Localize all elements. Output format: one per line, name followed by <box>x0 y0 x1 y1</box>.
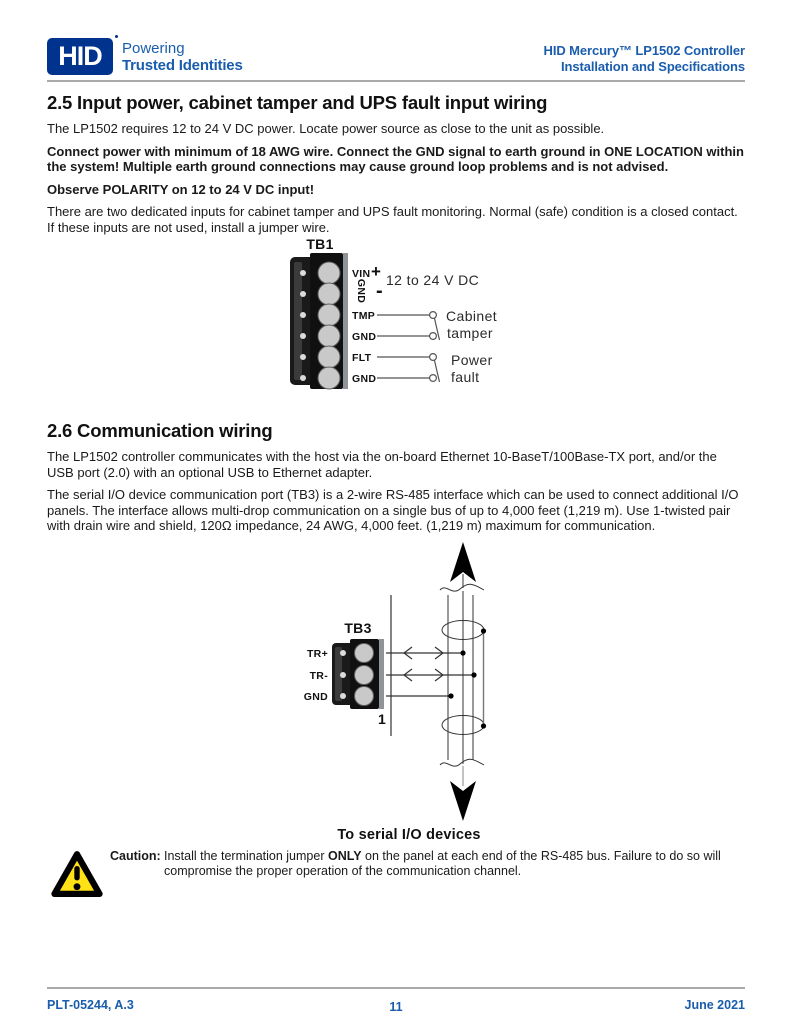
tb3-pin-one-label: 1 <box>378 710 387 727</box>
plus-sign: + <box>371 262 381 281</box>
tb1-pin-vin: VIN <box>352 268 371 280</box>
document-title-line1: HID Mercury™ LP1502 Controller <box>543 43 745 58</box>
tb1-pin-gnd2: GND <box>352 331 377 343</box>
tb1-pin-flt: FLT <box>352 352 372 364</box>
tb1-block-edge <box>343 253 348 389</box>
page-header <box>47 38 745 75</box>
trp-junction <box>460 650 465 655</box>
section-2-6-para2: The serial I/O device communication port (TB3) is a 2-wire RS-485 interface which can be used to connect additional I/O panels. The interface allows multi-drop communication on a single bus of up to 4,000 feet (1,219 m). Use 1-twisted pair with drain wire and shield, 120Ω impedance, 24 AWG, 4,000 feet. (1,219 m) maximum for communication. <box>47 487 739 533</box>
section-2-5-para4: There are two dedicated inputs for cabinet tamper and UPS fault monitoring. Normal (safe) condition is a closed contact. If these inputs are not used, install a jumper wire. <box>47 204 738 235</box>
tb1-pin-tmp: TMP <box>352 310 376 322</box>
warning-triangle-icon <box>50 847 104 903</box>
caution-note <box>47 847 745 903</box>
tb3-pin-gnd: GND <box>303 690 328 703</box>
tamper-label-line2: tamper <box>447 325 493 341</box>
tb3-wiring-diagram <box>300 538 530 843</box>
tb3-pin-trp: TR+ <box>306 647 328 660</box>
footer-page-number: 11 <box>389 1000 403 1014</box>
tamper-switch-symbol <box>377 312 440 340</box>
tb1-pin-gnd3: GND <box>352 373 377 385</box>
page-footer <box>47 987 745 1012</box>
tagline-line2: Trusted Identities <box>122 57 243 74</box>
tb3-screw-terminals <box>355 643 374 705</box>
cable-break-top <box>440 584 484 591</box>
tb1-block-highlight <box>294 262 302 380</box>
fault-switch-symbol <box>377 354 440 382</box>
page-content <box>47 82 745 903</box>
tb1-pin-gnd-power: GND <box>355 278 367 304</box>
footer-date: June 2021 <box>684 998 745 1012</box>
section-2-5-para3: Observe POLARITY on 12 to 24 V DC input! <box>47 181 315 197</box>
tagline-line1: Powering <box>122 40 185 57</box>
caution-text <box>164 847 745 880</box>
caution-text-pre: Install the termination jumper <box>164 848 328 863</box>
tamper-label-line1: Cabinet <box>446 308 498 324</box>
tb3-pin-trm: TR- <box>309 669 328 682</box>
bus-wires <box>448 591 473 764</box>
shield-junction-top <box>481 628 486 633</box>
fault-label-line2: fault <box>451 369 480 385</box>
hid-logo <box>47 38 113 75</box>
caution-label: Caution: <box>110 848 161 863</box>
section-2-5-heading: 2.5 Input power, cabinet tamper and UPS fault input wiring <box>47 92 548 113</box>
document-title <box>544 43 745 75</box>
trm-junction <box>471 672 476 677</box>
hid-logo-block <box>47 38 243 75</box>
hid-logo-text: HID <box>58 41 102 71</box>
minus-sign: - <box>376 280 383 302</box>
tb3-title: TB3 <box>344 619 372 636</box>
tb3-terminal-block <box>332 639 384 709</box>
section-2-5-para2: Connect power with minimum of 18 AWG wire. Connect the GND signal to earth ground in ONE LOCATION within the system! Multiple earth ground connections may cause ground loop problems and is not advised. <box>47 143 744 174</box>
gnd-junction <box>448 693 453 698</box>
caution-text-post: on the panel at each end of the RS-485 bus. Failure to do so will compromise the proper operation of the communication channel. <box>164 848 721 878</box>
caution-text-bold: ONLY <box>327 848 362 863</box>
section-2-5-para1: The LP1502 requires 12 to 24 V DC power. Locate power source as close to the unit as possible. <box>47 121 605 136</box>
document-title-line2: Installation and Specifications <box>561 59 745 74</box>
section-2-6-para1: The LP1502 controller communicates with the host via the on-board Ethernet 10-BaseT/100Base-TX port, and/or the USB port (2.0) with an optional USB to Ethernet adapter. <box>47 449 717 480</box>
tb1-terminal-block <box>290 253 348 389</box>
shield-junction-bottom <box>481 723 486 728</box>
cable-break-bottom <box>440 759 484 766</box>
tb3-destination-label: To serial I/O devices <box>337 826 481 843</box>
brand-tagline <box>122 40 243 74</box>
trademark-dot-icon <box>115 35 118 38</box>
tb3-block-edge <box>379 639 384 709</box>
tb1-power-label: 12 to 24 V DC <box>386 272 480 288</box>
section-2-6-heading: 2.6 Communication wiring <box>47 420 273 441</box>
fault-label-line1: Power <box>451 352 493 368</box>
bus-down-arrow-icon <box>450 781 476 821</box>
footer-doc-number: PLT-05244, A.3 <box>47 998 134 1012</box>
tb1-wiring-diagram <box>280 235 520 395</box>
tb1-title: TB1 <box>306 236 334 252</box>
